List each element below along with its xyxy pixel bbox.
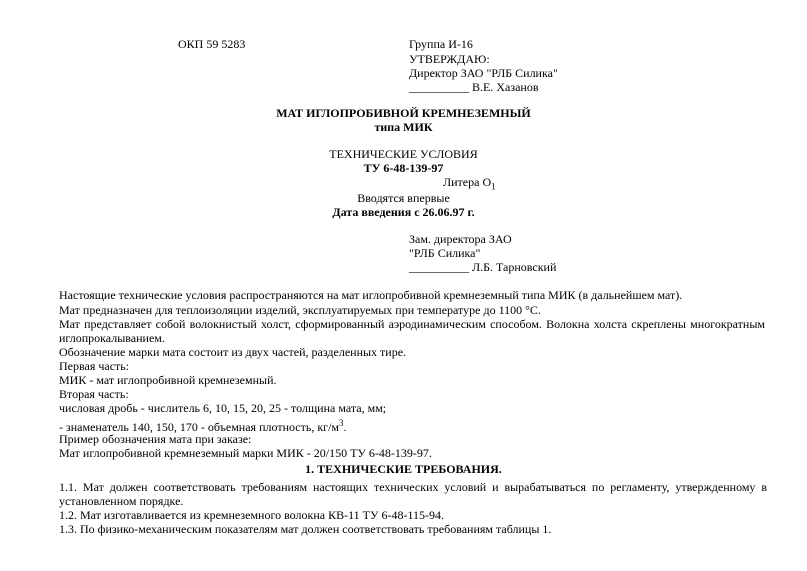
section-item: 1.2. Мат изготавливается из кремнеземного волокна КВ-11 ТУ 6-48-115-94. bbox=[59, 508, 445, 522]
approve-label: УТВЕРЖДАЮ: bbox=[409, 52, 490, 66]
section-heading: 1. ТЕХНИЧЕСКИЕ ТРЕБОВАНИЯ. bbox=[305, 462, 502, 476]
body-paragraph: МИК - мат иглопробивной кремнеземный. bbox=[59, 373, 277, 387]
litera: Литера $О_1$ bbox=[443, 175, 496, 192]
section-item: 1.3. По физико-механическим показателям мат должен соответствовать требованиям таблицы 1. bbox=[59, 522, 552, 536]
document-title: МАТ ИГЛОПРОБИВНОЙ КРЕМНЕЗЕМНЫЙ bbox=[276, 106, 531, 120]
body-paragraph: Настоящие технические условия распространяются на мат иглопробивной кремнеземный типа МИК (в дальнейшем мат). bbox=[59, 288, 683, 302]
body-paragraph: Вторая часть: bbox=[59, 387, 129, 401]
body-paragraph: Обозначение марки мата состоит из двух частей, разделенных тире. bbox=[59, 345, 407, 359]
body-paragraph: - знаменатель 140, 150, 170 - объемная плотность, $кг/м^3$. bbox=[59, 418, 347, 434]
tu-number: ТУ 6-48-139-97 bbox=[363, 161, 444, 175]
body-paragraph: Мат предназначен для теплоизоляции изделий, эксплуатируемых при температуре до 1100 °С. bbox=[59, 303, 541, 317]
deputy-company: "РЛБ Силика" bbox=[409, 246, 481, 260]
intro-note: Вводятся впервые bbox=[357, 191, 450, 205]
body-paragraph: Первая часть: bbox=[59, 359, 130, 373]
director-title: Директор ЗАО "РЛБ Силика" bbox=[409, 66, 558, 80]
section-item: 1.1. Мат должен соответствовать требованиям настоящих технических условий и вырабатываться по регламенту, утвержденному в установленном порядке. bbox=[59, 480, 767, 508]
deputy-signature: __________ Л.Б. Тарновский bbox=[409, 260, 557, 274]
body-paragraph: числовая дробь - числитель 6, 10, 15, 20, 25 - толщина мата, мм; bbox=[59, 401, 387, 415]
okp-code: ОКП 59 5283 bbox=[178, 37, 246, 51]
document-subtitle: типа МИК bbox=[374, 120, 433, 134]
spec-heading: ТЕХНИЧЕСКИЕ УСЛОВИЯ bbox=[329, 147, 478, 161]
director-signature: __________ В.Е. Хазанов bbox=[409, 80, 539, 94]
body-paragraph: Мат иглопробивной кремнеземный марки МИК - 20/150 ТУ 6-48-139-97. bbox=[59, 446, 432, 460]
body-paragraph: Пример обозначения мата при заказе: bbox=[59, 432, 252, 446]
deputy-title: Зам. директора ЗАО bbox=[409, 232, 512, 246]
effective-date: Дата введения с 26.06.97 г. bbox=[332, 205, 475, 219]
group-code: Группа И-16 bbox=[409, 37, 473, 51]
body-paragraph: Мат представляет собой волокнистый холст, сформированный аэродинамическим способом. Волокна холста скреплены многократным иглопрокалыванием. bbox=[59, 317, 765, 345]
